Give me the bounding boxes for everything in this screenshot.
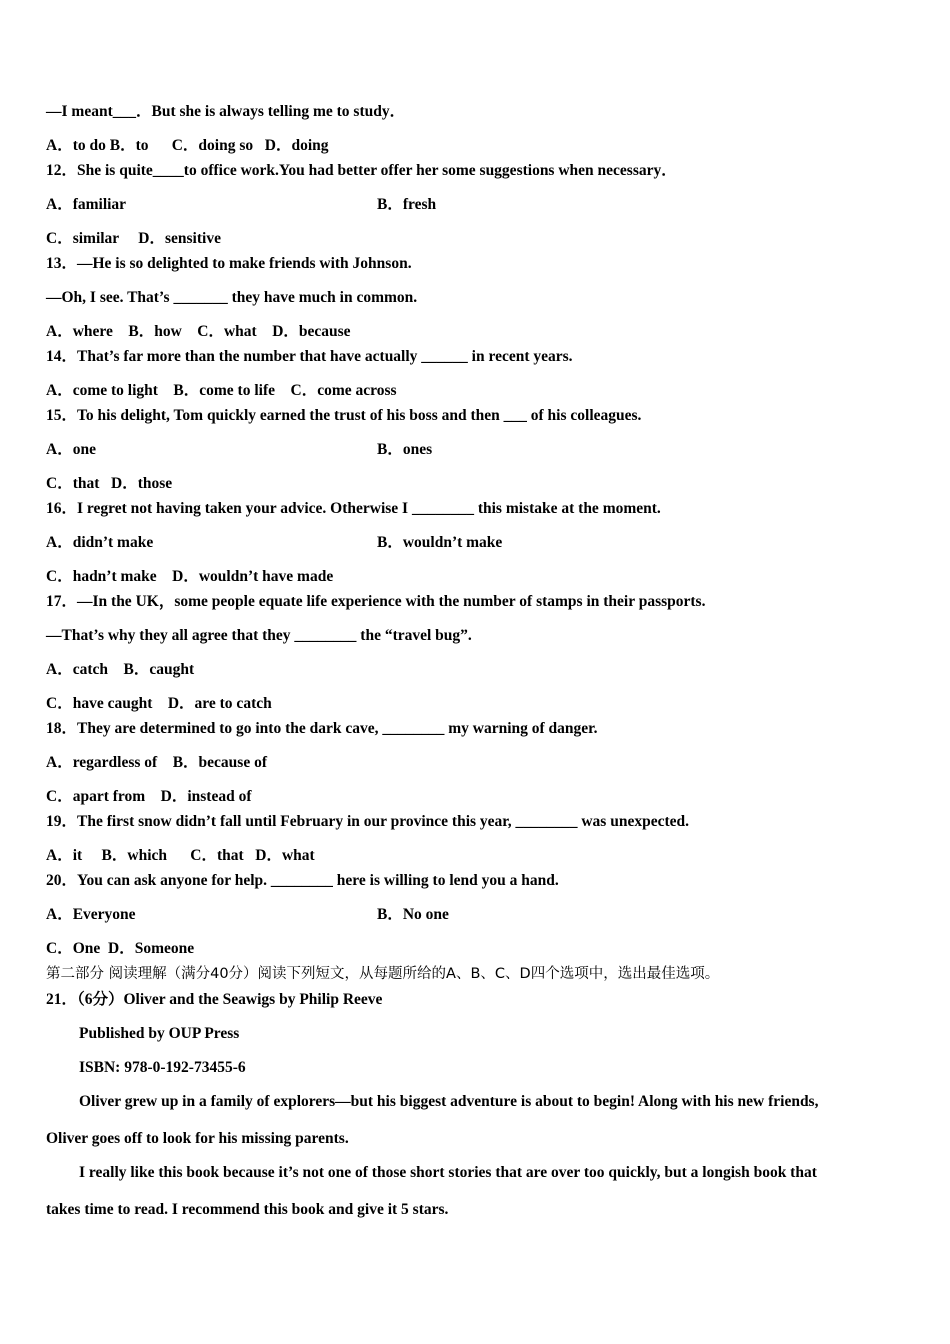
q11-stem-line: —I meant___．But she is always telling me to study． — [46, 103, 406, 120]
q17-options-cd: C．have caught D．are to catch — [46, 695, 272, 712]
q21-stem: 21．（6分）Oliver and the Seawigs by Philip Reeve — [46, 991, 383, 1008]
q18-options-ab: A．regardless of B．because of — [46, 754, 267, 771]
q13-stem-b: —Oh, I see. That’s _______ they have much in common. — [46, 289, 418, 306]
q21-paragraph-2-line-2: takes time to read. I recommend this book and give it 5 stars. — [46, 1201, 449, 1218]
q11-options: A．to do B．to C．doing so D．doing — [46, 137, 329, 154]
q21-paragraph-2-line-1: I really like this book because it’s not one of those short stories that are over too quickly, but a longish book that — [79, 1164, 817, 1181]
q20-stem: 20．You can ask anyone for help. ________ here is willing to lend you a hand. — [46, 872, 559, 889]
q12-stem: 12．She is quite____to office work.You had better offer her some suggestions when necessary． — [46, 162, 677, 179]
q14-options: A．come to light B．come to life C．come across — [46, 382, 397, 399]
q16-options-cd: C．hadn’t make D．wouldn’t have made — [46, 568, 334, 585]
q14-stem: 14．That’s far more than the number that have actually ______ in recent years. — [46, 348, 573, 365]
q13-stem-a: 13．—He is so delighted to make friends with Johnson. — [46, 255, 412, 272]
q18-options-cd: C．apart from D．instead of — [46, 788, 252, 805]
q15-options-cd: C．that D．those — [46, 475, 173, 492]
q13-options: A．where B．how C．what D．because — [46, 323, 351, 340]
q15-stem: 15．To his delight, Tom quickly earned the trust of his boss and then ___ of his colleagues. — [46, 407, 642, 424]
q12-options-cd: C．similar D．sensitive — [46, 230, 221, 247]
q17-stem-b: —That’s why they all agree that they ________ the “travel bug”. — [46, 627, 472, 644]
q17-options-ab: A．catch B．caught — [46, 661, 195, 678]
q12-option-b: B．fresh — [377, 196, 437, 213]
q18-stem: 18．They are determined to go into the dark cave, ________ my warning of danger. — [46, 720, 598, 737]
q15-option-b: B．ones — [377, 441, 433, 458]
q16-option-b: B．wouldn’t make — [377, 534, 503, 551]
part2-heading: 第二部分 阅读理解（满分40分）阅读下列短文，从每题所给的A、B、C、D四个选项中，选出最佳选项。 — [46, 966, 720, 982]
q19-stem: 19．The first snow didn’t fall until February in our province this year, ________ was unexpected. — [46, 813, 690, 830]
q21-isbn: ISBN: 978-0-192-73455-6 — [79, 1059, 246, 1076]
q12-option-a: A．familiar — [46, 196, 127, 213]
q20-option-b: B．No one — [377, 906, 449, 923]
q20-options-cd: C．One D．Someone — [46, 940, 195, 957]
q21-paragraph-1-line-2: Oliver goes off to look for his missing parents. — [46, 1130, 349, 1147]
q19-options: A．it B．which C．that D．what — [46, 847, 315, 864]
q21-publisher: Published by OUP Press — [79, 1025, 240, 1042]
q20-option-a: A．Everyone — [46, 906, 136, 923]
q17-stem-a: 17．—In the UK，some people equate life experience with the number of stamps in their passports. — [46, 593, 706, 610]
q21-paragraph-1-line-1: Oliver grew up in a family of explorers—but his biggest adventure is about to begin! Along with his new friends, — [79, 1093, 819, 1110]
q16-option-a: A．didn’t make — [46, 534, 154, 551]
q16-stem: 16．I regret not having taken your advice. Otherwise I ________ this mistake at the moment. — [46, 500, 661, 517]
q15-option-a: A．one — [46, 441, 96, 458]
